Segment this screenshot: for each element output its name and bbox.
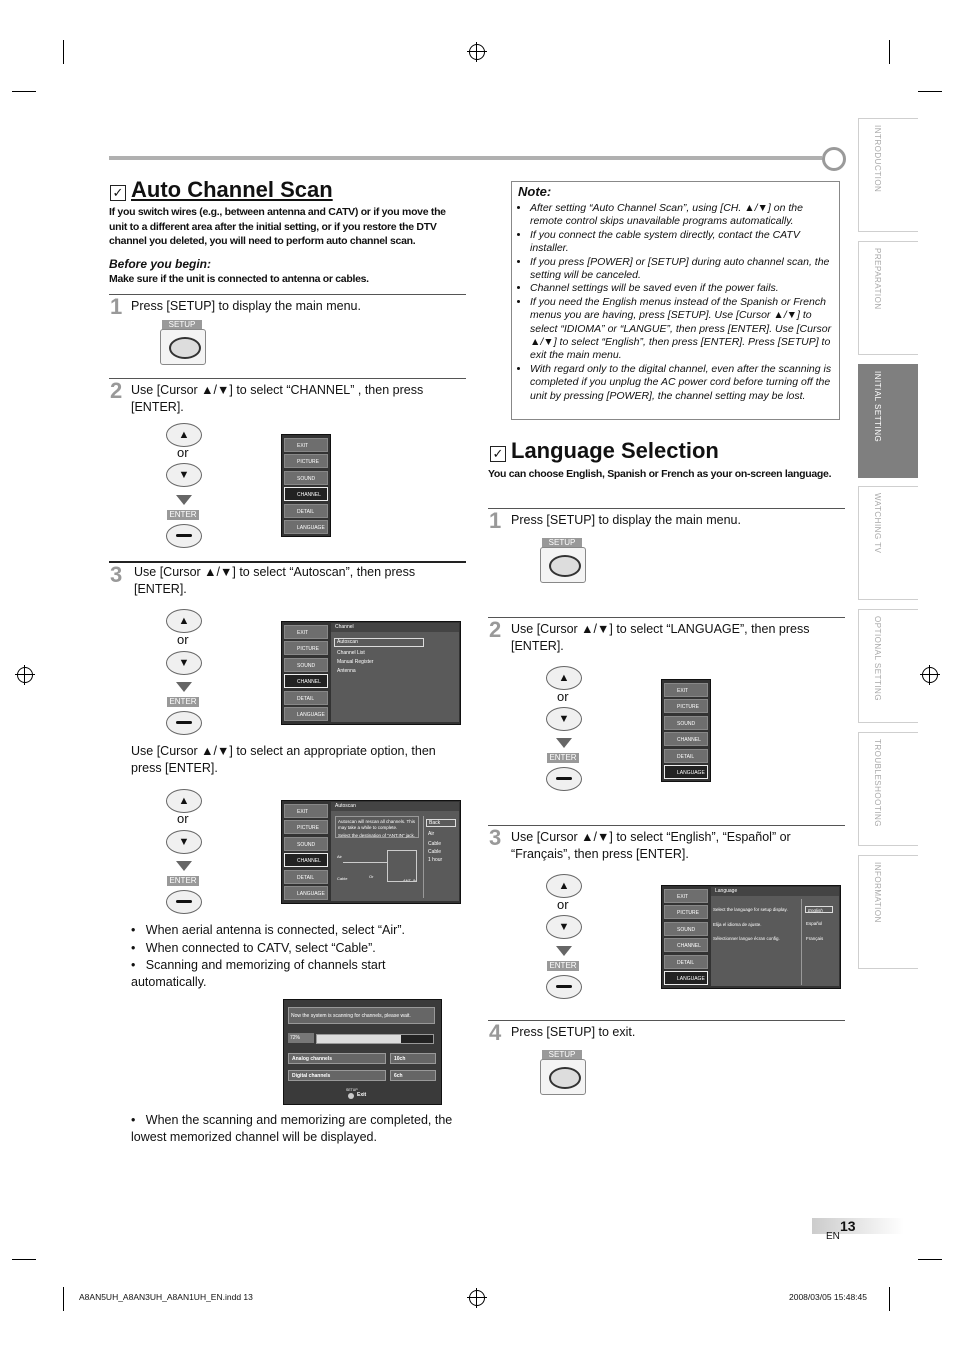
tv-autoscan-menu: EXIT PICTURE SOUND CHANNEL DETAIL LANGUAGE Autoscan Autoscan will rescan all channels. This may take a while to complete. Select the destination of “ANT.IN” jack. Back Air Cable Cable 1 hour Air Cable Or ANT. IN <box>281 800 461 904</box>
cursor-down-button: ▼ <box>166 463 202 487</box>
step-number: 3 <box>110 562 123 587</box>
tv-main-menu-language: EXIT PICTURE SOUND CHANNEL DETAIL LANGUAGE <box>661 679 711 782</box>
note-item: • Channel settings will be saved even if the power fails. <box>530 282 835 295</box>
or-label: or <box>177 632 189 647</box>
enter-button <box>166 524 202 548</box>
lang-step4-text: Press [SETUP] to exit. <box>511 1025 636 1039</box>
tv-language-menu: EXIT PICTURE SOUND CHANNEL DETAIL LANGUAGE Language Select the language for setup display. Elija el idioma de ajuste. Sélectionner langue écran config. English Español Français <box>661 885 841 989</box>
auto-step2-text: Use [Cursor ▲/▼] to select “CHANNEL” , then press [ENTER]. <box>131 383 424 414</box>
cursor-down-button: ▼ <box>546 707 582 731</box>
checkmark-icon: ✓ <box>490 446 506 462</box>
cursor-down-button: ▼ <box>546 915 582 939</box>
bullet-item: • Scanning and memorizing of channels start automatically. <box>131 958 386 989</box>
setup-button: SETUP <box>540 538 586 584</box>
setup-button: SETUP <box>160 320 206 366</box>
tab-watching-tv[interactable]: WATCHING TV <box>858 486 918 600</box>
lang-step3-text: Use [Cursor ▲/▼] to select “English”, “Español” or “Français”, then press [ENTER]. <box>511 830 791 861</box>
header-bar-circle <box>822 147 846 171</box>
note-box <box>511 181 840 420</box>
arrow-down-icon <box>176 861 192 871</box>
tab-introduction[interactable]: INTRODUCTION <box>858 118 918 232</box>
enter-label: ENTER <box>167 876 199 886</box>
auto-step1-text: Press [SETUP] to display the main menu. <box>131 299 361 313</box>
note-item: • If you need the English menus instead of the Spanish or French menus you are having, press [SETUP]. Use [Cursor ▲/▼] to select “IDIOMA” or “LANGUE”, then press [ENTER]. Use [Cursor ▲/▼] to select “English”, then press [ENTER]. Press [SETUP] to exit the main menu. <box>530 296 835 363</box>
header-bar <box>109 156 822 160</box>
page-number: 13 <box>812 1218 904 1234</box>
enter-label: ENTER <box>547 753 579 763</box>
step-number: 3 <box>489 825 502 850</box>
lang-step2-text: Use [Cursor ▲/▼] to select “LANGUAGE”, then press [ENTER]. <box>511 622 810 653</box>
or-label: or <box>177 445 189 460</box>
enter-label: ENTER <box>167 510 199 520</box>
tab-information[interactable]: INFORMATION <box>858 855 918 969</box>
arrow-down-icon <box>556 738 572 748</box>
auto-scan-intro: If you switch wires (e.g., between antenna and CATV) or if you move the unit to a different area after the initial setting, or if you restore the DTV channel you deleted, you will need to perform auto channel scan. <box>109 206 446 247</box>
bullet-item: • When connected to CATV, select “Cable”. <box>131 941 376 955</box>
tab-preparation[interactable]: PREPARATION <box>858 241 918 355</box>
step-number: 2 <box>489 617 502 642</box>
arrow-down-icon <box>176 682 192 692</box>
enter-label: ENTER <box>547 961 579 971</box>
enter-button <box>546 975 582 999</box>
or-label: or <box>557 689 569 704</box>
step-number: 4 <box>489 1020 502 1045</box>
note-title: Note: <box>518 184 552 199</box>
page-language: EN <box>826 1231 840 1242</box>
registration-mark <box>922 667 938 683</box>
cursor-up-button: ▲ <box>546 874 582 898</box>
step-number: 1 <box>110 294 123 319</box>
setup-button: SETUP <box>540 1050 586 1096</box>
registration-mark <box>17 667 33 683</box>
registration-mark <box>469 44 485 60</box>
or-label: or <box>557 897 569 912</box>
before-you-begin-text: Make sure if the unit is connected to antenna or cables. <box>109 273 369 285</box>
tab-troubleshooting[interactable]: TROUBLESHOOTING <box>858 732 918 846</box>
cursor-up-button: ▲ <box>166 609 202 633</box>
section-title-auto-channel-scan: ✓ Auto Channel Scan <box>110 177 333 203</box>
auto-step3b-text: Use [Cursor ▲/▼] to select an appropriate option, then press [ENTER]. <box>131 744 436 775</box>
tv-main-menu: EXIT PICTURE SOUND CHANNEL DETAIL LANGUAGE <box>281 434 331 537</box>
cursor-up-button: ▲ <box>166 789 202 813</box>
before-you-begin-label: Before you begin: <box>109 257 212 271</box>
tab-initial-setting[interactable]: INITIAL SETTING <box>858 364 918 478</box>
auto-step3-text: Use [Cursor ▲/▼] to select “Autoscan”, then press [ENTER]. <box>134 565 416 596</box>
scan-progress-bar <box>316 1034 434 1044</box>
checkmark-icon: ✓ <box>110 185 126 201</box>
note-item: • After setting “Auto Channel Scan”, using [CH. ▲/▼] on the remote control skips unavailable programs automatically. <box>530 202 835 229</box>
footer-date: 2008/03/05 15:48:45 <box>789 1292 867 1302</box>
step-number: 2 <box>110 378 123 403</box>
cursor-up-button: ▲ <box>546 666 582 690</box>
tv-channel-menu: EXIT PICTURE SOUND CHANNEL DETAIL LANGUAGE Channel Autoscan Channel List Manual Register Antenna <box>281 621 461 725</box>
lang-step1-text: Press [SETUP] to display the main menu. <box>511 513 741 527</box>
footer-filename: A8AN5UH_A8AN3UH_A8AN1UH_EN.indd 13 <box>79 1292 253 1302</box>
arrow-down-icon <box>556 946 572 956</box>
note-item: • With regard only to the digital channel, even after the scanning is completed if you unplug the AC power cord before turning off the unit by pressing [POWER], the channel setting may be lost. <box>530 363 835 403</box>
scan-progress-screen: Now the system is scanning for channels, please wait. 72% Analog channels 10ch Digital channels 6ch SETUP Exit <box>283 999 442 1105</box>
or-label: or <box>177 811 189 826</box>
enter-button <box>546 767 582 791</box>
bullet-item: • When the scanning and memorizing are completed, the lowest memorized channel will be displayed. <box>131 1113 453 1144</box>
enter-button <box>166 890 202 914</box>
language-intro: You can choose English, Spanish or French as your on-screen language. <box>488 468 832 480</box>
registration-mark <box>469 1290 485 1306</box>
arrow-down-icon <box>176 495 192 505</box>
step-number: 1 <box>489 508 502 533</box>
enter-button <box>166 711 202 735</box>
cursor-down-button: ▼ <box>166 830 202 854</box>
cursor-up-button: ▲ <box>166 423 202 447</box>
cursor-down-button: ▼ <box>166 651 202 675</box>
enter-label: ENTER <box>167 697 199 707</box>
note-item: • If you connect the cable system directly, contact the CATV installer. <box>530 229 835 256</box>
note-item: • If you press [POWER] or [SETUP] during auto channel scan, the setting will be canceled. <box>530 256 835 283</box>
section-title-language-selection: ✓ Language Selection <box>490 438 719 464</box>
bullet-item: • When aerial antenna is connected, select “Air”. <box>131 923 405 937</box>
tab-optional-setting[interactable]: OPTIONAL SETTING <box>858 609 918 723</box>
